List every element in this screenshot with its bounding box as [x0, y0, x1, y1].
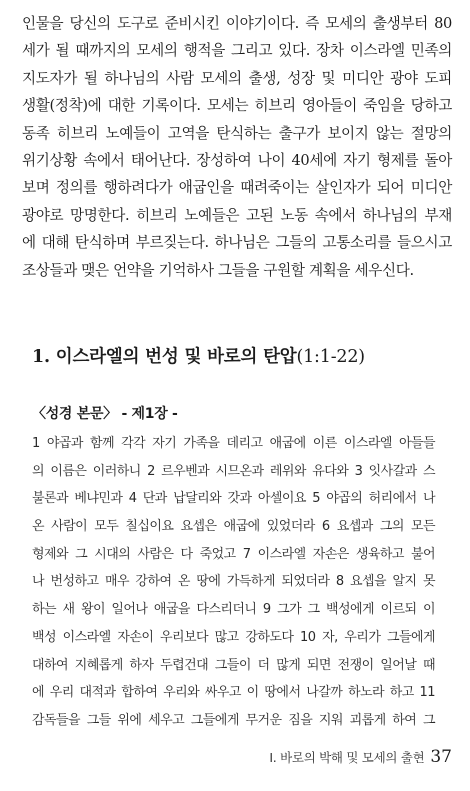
scripture-line: 하는 새 왕이 일어나 애굽을 다스리더니 9 그가 그 백성에게 이르되 이 [32, 602, 435, 618]
intro-line: 위기상황 속에서 태어난다. 장성하여 나이 40세에 자기 형제를 돌아 [22, 151, 452, 169]
scripture-line: 1 야곱과 함께 각각 자기 가족을 데리고 애굽에 이른 이스라엘 아들들 [32, 436, 435, 451]
intro-line: 생활(정착)에 대한 기록이다. 모세는 히브리 영아들이 죽임을 당하고 [22, 97, 452, 115]
scripture-line: 온 사람이 모두 칠십이요 요셉은 애굽에 있었더라 6 요셉과 그의 모든 [32, 519, 435, 535]
intro-line: 조상들과 맺은 언약을 기억하사 그들을 구원할 계획을 세우신다. [22, 261, 414, 279]
intro-line: 광야로 망명한다. 히브리 노예들은 고된 노동 속에서 하나님의 부재 [22, 206, 452, 224]
scripture-line: 감독들을 그들 위에 세우고 그들에게 무거운 짐을 지워 괴롭게 하여 그 [32, 712, 435, 728]
section-heading [32, 343, 365, 368]
intro-paragraph [22, 10, 452, 284]
intro-line: 인물을 당신의 도구로 준비시킨 이야기이다. 즉 모세의 출생부터 80 [22, 15, 452, 32]
intro-line: 보며 정의를 행하려다가 애굽인을 때려죽이는 살인자가 되어 미디안 [22, 179, 452, 197]
scripture-line: 형제와 그 시대의 사람은 다 죽었고 7 이스라엘 자손은 생육하고 불어 [32, 546, 435, 562]
section-reference: (1:1-22) [296, 347, 365, 367]
scripture-text [32, 430, 435, 735]
scripture-line: 에 우리 대적과 합하여 우리와 싸우고 이 땅에서 나갈까 하노라 하고 11 [32, 685, 435, 701]
intro-line: 세가 될 때까지의 모세의 행적을 그리고 있다. 장차 이스라엘 민족의 [22, 42, 452, 60]
running-title: I. 바로의 박해 및 모세의 출현 [269, 750, 425, 765]
intro-line: 지도자가 될 하나님의 사람 모세의 출생, 성장 및 미디안 광야 도피 [22, 69, 452, 87]
scripture-line: 백성 이스라엘 자손이 우리보다 많고 강하도다 10 자, 우리가 그들에게 [32, 629, 435, 645]
section-title: 1. 이스라엘의 번성 및 바로의 탄압 [32, 347, 297, 367]
scripture-line: 의 이름은 이러하니 2 르우벤과 시므온과 레위와 유다와 3 잇사갈과 스 [32, 463, 435, 479]
page-footer [269, 747, 452, 767]
intro-line: 에 대해 탄식하며 부르짖는다. 하나님은 그들의 고통소리를 들으시고 [22, 234, 452, 252]
intro-line: 동족 히브리 노예들이 고역을 탄식하는 출구가 보이지 않는 절망의 [22, 124, 452, 142]
scripture-line: 나 번성하고 매우 강하여 온 땅에 가득하게 되었더라 8 요셉을 알지 못 [32, 574, 435, 590]
scripture-line: 대하여 지혜롭게 하자 두렵건대 그들이 더 많게 되면 전쟁이 일어날 때 [32, 657, 435, 673]
scripture-label: 〈성경 본문〉 - 제1장 - [32, 406, 178, 422]
scripture-line: 불론과 베냐민과 4 단과 납달리와 갓과 아셀이요 5 야곱의 허리에서 나 [32, 491, 435, 507]
page-number: 37 [430, 747, 452, 767]
